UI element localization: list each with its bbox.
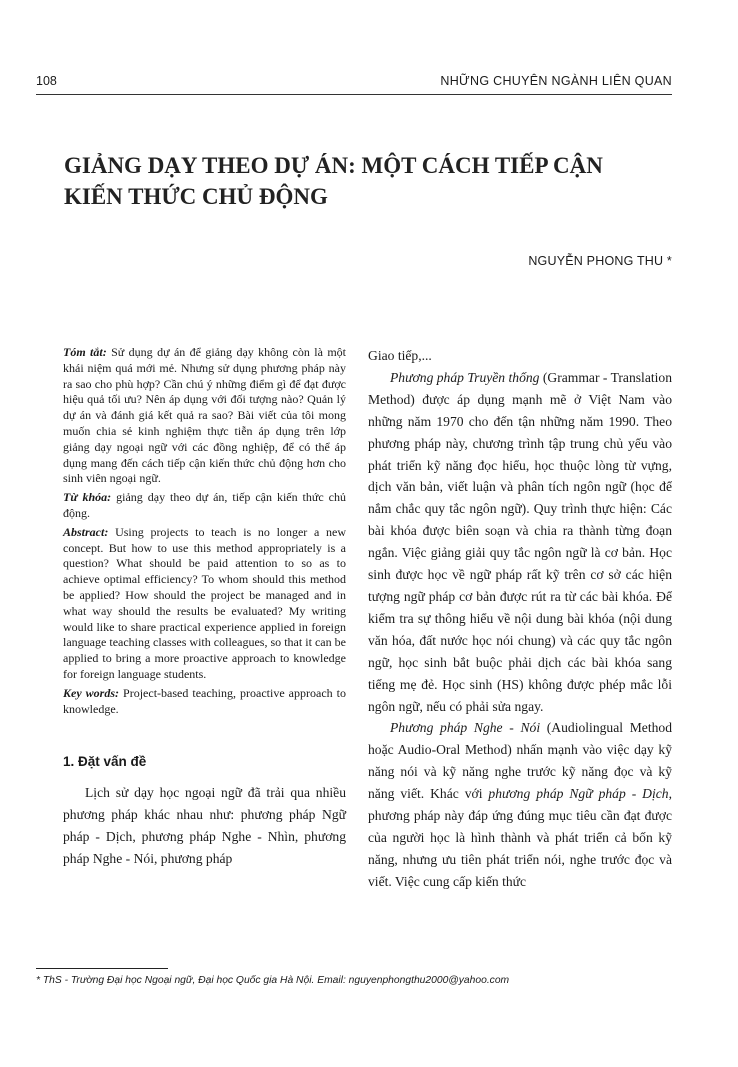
right-column	[368, 345, 672, 893]
term-grammar-translation: phương pháp Ngữ pháp - Dịch	[488, 786, 669, 802]
keywords-en	[63, 686, 346, 718]
traditional-method-text: (Grammar - Translation Method) được áp dụng mạnh mẽ ở Việt Nam vào những năm 1970 cho đến tận những năm 1990. Theo phương pháp này, chương trình tập trung chủ yếu vào phát triển kỹ năng đọc hiểu, học thuộc lòng từ vựng, dịch văn bản, viết luận và phân tích ngôn ngữ (học để nắm chắc quy tắc ngôn ngữ). Quy trình thực hiện: Các bài khóa được biên soạn và chia ra thành từng đoạn ngắn. Việc giảng giải quy tắc ngôn ngữ là cơ bản. Học sinh được học về ngữ pháp rất kỹ trên cơ sở các hiện tượng ngữ pháp cơ bản được rút ra từ các bài khóa. Để kiểm tra sự thông hiểu về nội dung bài khóa (nội dung văn hóa, đất nước học nói chung) và các quy tắc ngôn ngữ, học sinh bắt buộc phải dịch các bài khóa sang tiếng mẹ đẻ. Học sinh (HS) không được phép mắc lỗi ngôn ngữ, nếu có phải sửa ngay.	[368, 369, 673, 714]
summary-text: Sử dụng dự án để giảng dạy không còn là một khái niệm quá mới mẻ. Nhưng sử dụng phương pháp này ra sao cho phù hợp? Cần chú ý những điểm gì để đạt được hiệu quả tối ưu? Nên áp dụng với đối tượng nào? Quản lý dự án và đánh giá kết quả ra sao? Bài viết của tôi mong muốn chia sẻ kinh nghiệm thực tiễn áp dụng trên lớp giảng dạy ngoại ngữ với các đồng nghiệp, để có thể áp dụng mang đến cách tiếp cận kiến thức chủ động hơn cho sinh viên ngoại ngữ.	[63, 345, 346, 486]
abstract-text: Using projects to teach is no longer a new concept. But how to use this method appropriately is a question? What should be paid attention to so as to achieve optimal efficiency? To whom should this method be applied? How should the project be managed and in what way should the results be evaluated? My writing would like to share practical experience applied in foreign language teaching classes with colleagues, so that it can be applied to bring a more proactive approach to knowledge for foreign language students.	[63, 524, 347, 681]
keywords-vi-text: giảng dạy theo dự án, tiếp cận kiến thức chủ động.	[63, 490, 347, 520]
abstract-label: Abstract:	[63, 524, 109, 539]
header-rule	[36, 94, 672, 95]
footnote-rule	[36, 968, 168, 969]
keywords-en-text: Project-based teaching, proactive approach to knowledge.	[63, 685, 346, 716]
term-audiolingual-method: Phương pháp Nghe - Nói	[390, 720, 541, 736]
keywords-vi	[63, 490, 346, 522]
summary-label: Tóm tắt:	[63, 345, 107, 359]
continued-text: Giao tiếp,...	[368, 348, 432, 363]
term-traditional-method: Phương pháp Truyền thống	[390, 369, 540, 385]
title-line-2: KIẾN THỨC CHỦ ĐỘNG	[64, 184, 328, 209]
page-number: 108	[36, 74, 57, 88]
paragraph-traditional-method	[368, 367, 672, 718]
section-name: NHỮNG CHUYÊN NGÀNH LIÊN QUAN	[440, 74, 672, 88]
keywords-en-label: Key words:	[63, 685, 120, 700]
summary-vi	[63, 345, 346, 487]
keywords-vi-label: Từ khóa:	[63, 490, 112, 505]
audiolingual-text-b: , phương pháp này đáp ứng đúng mục tiêu cần đạt được của người học là hình thành và phát triển cả bốn kỹ năng, nhưng ưu tiên phát triển nói, nghe trước đọc và viết. Việc cung cấp kiến thức	[368, 786, 672, 889]
title-line-1: GIẢNG DẠY THEO DỰ ÁN: MỘT CÁCH TIẾP CẬN	[64, 153, 603, 178]
paragraph-audiolingual-method	[368, 717, 672, 892]
abstract-en	[63, 525, 346, 683]
section1-paragraph: Lịch sử dạy học ngoại ngữ đã trải qua nhiều phương pháp khác nhau như: phương pháp Ngữ pháp - Dịch, phương pháp Nghe - Nhìn, phương pháp Nghe - Nói, phương pháp	[63, 785, 346, 867]
article-title	[64, 150, 664, 212]
audiolingual-text-a: (Audiolingual Method hoặc Audio-Oral Method) nhấn mạnh vào việc dạy kỹ năng nói và kỹ năng nghe trước kỹ năng đọc và kỹ năng viết. Khác với	[368, 720, 672, 802]
left-column	[63, 345, 346, 870]
running-head	[36, 71, 672, 93]
footnote: * ThS - Trường Đại học Ngoại ngữ, Đại học Quốc gia Hà Nội. Email: nguyenphongthu2000@yahoo.com	[36, 975, 510, 986]
section-heading-1: 1. Đặt vấn đề	[63, 754, 147, 770]
author: NGUYỄN PHONG THU *	[528, 254, 672, 268]
